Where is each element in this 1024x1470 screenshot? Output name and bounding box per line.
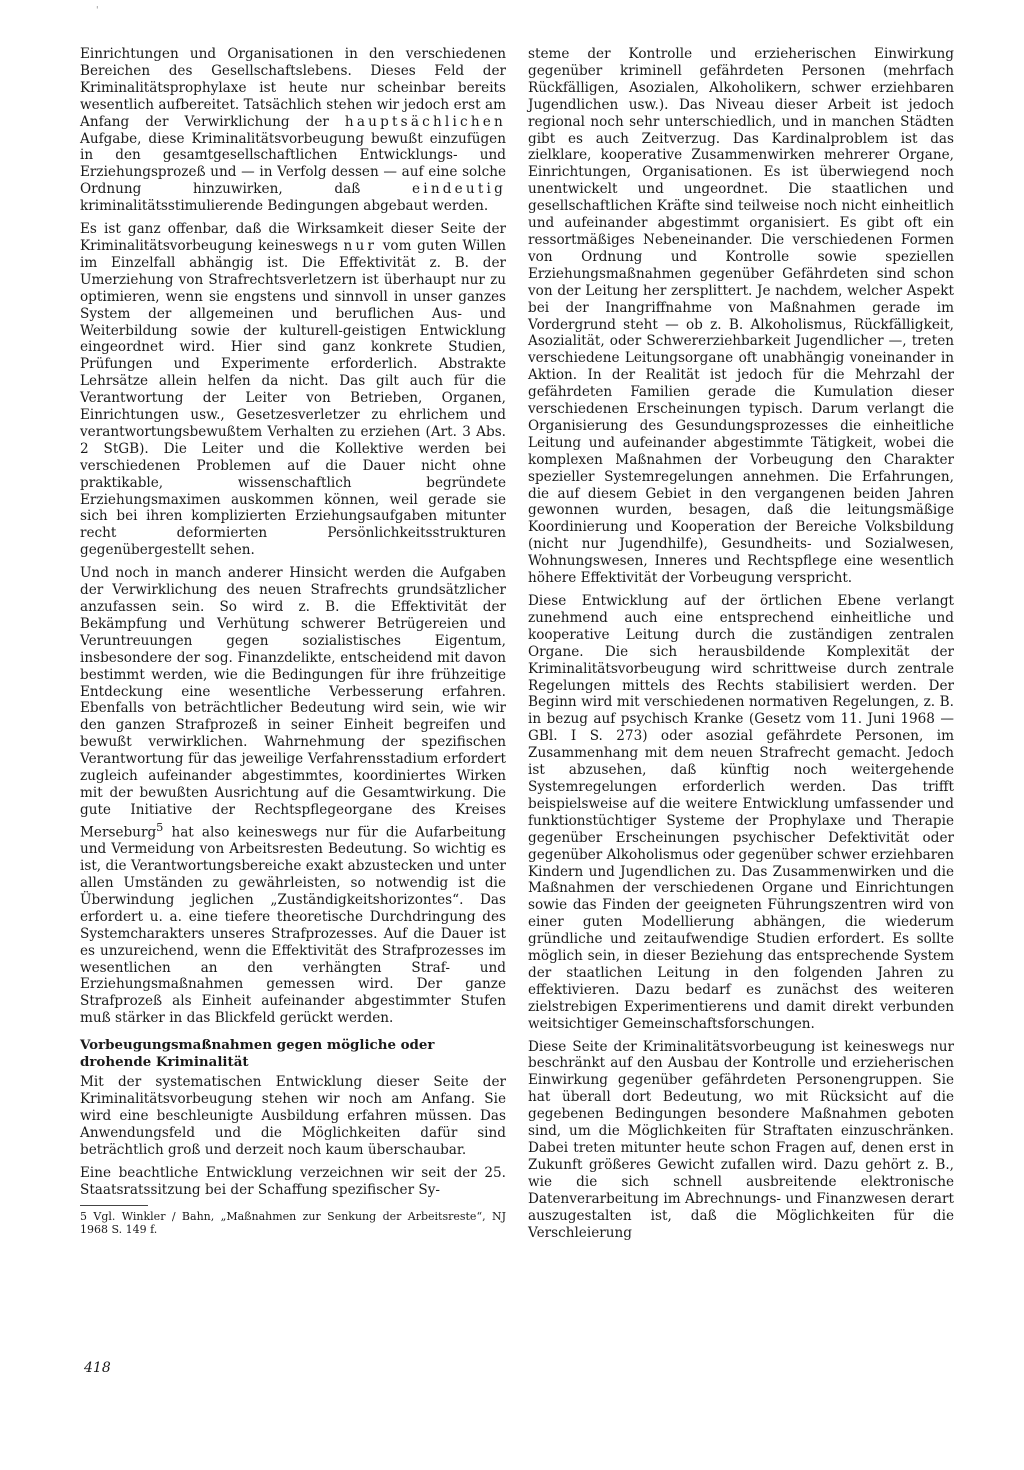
right-paragraph-3: Diese Seite der Kriminalitätsvorbeugung ist keineswegs nur beschränkt auf den Ausbau der Kontrolle und erzieherischen Einwirkung gegenüber gefährdeten Personengruppen. Sie hat überall dort Bedeutung, wo mit Rücksicht auf die gegebenen Bedingungen besondere Maßnahmen geboten sind, um die Möglichkeiten für Straftaten einzuschränken. Dabei treten mitunter heute schon Fragen auf, denen erst in Zukunft größeres Gewicht zufallen wird. Dazu gehört z. B., wie die sich schnell ausbreitende elektronische Datenverarbeitung im Abrechnungs- und Finanzwesen derart auszugestalten ist, daß die Möglichkeiten für die Verschleierung xyxy=(528,1038,954,1241)
page-number: 418 xyxy=(84,1360,111,1376)
right-paragraph-1: steme der Kontrolle und erzieherischen Einwirkung gegenüber kriminell gefährdeten Personen (mehrfach Rückfälligen, Asozialen, Alkoholikern, schwer erziehbaren Jugendlichen usw.). Das Niveau dieser Arbeit ist jedoch regional noch sehr unterschiedlich, und in manchen Städten gibt es auch Zeitverzug. Das Kardinalproblem ist das zielklare, kooperative Zusammenwirken mehrerer Organe, Einrichtungen, Organisationen. Es ist überwiegend noch unentwickelt und ungeordnet. Die staatlichen und gesellschaftlichen Kräfte sind teilweise noch nicht einheitlich und aufeinander abgestimmt organisiert. Es gibt oft ein ressortmäßiges Nebeneinander. Die verschiedenen Formen von Ordnung und Kontrolle sowie speziellen Erziehungsmaßnahmen gegenüber Gefährdeten sind schon von der Leitung her zersplittert. Je nachdem, welcher Aspekt bei der Inangriffnahme von Maßnahmen gerade im Vordergrund steht — ob z. B. Alkoholismus, Rückfälligkeit, Asozialität, oder Schwererziehbarkeit Jugendlicher —, treten verschiedene Leitungsorgane oft unabhängig voneinander in Aktion. In der Realität ist jedoch für die Mehrzahl der gefährdeten Familien gerade die Kumulation dieser verschiedenen Erscheinungen typisch. Darum verlangt die Organisierung des Gesundungsprozesses die einheitliche Leitung und aufeinander abgestimmte Tätigkeit, wobei die komplexen Maßnahmen der Vorbeugung den Charakter spezieller Systemregelungen annehmen. Die Erfahrungen, die auf diesem Gebiet in den vergangenen beiden Jahren gewonnen wurden, besagen, daß die leitungsmäßige Koordinierung und Kooperation der Bereiche Volksbildung (nicht nur Jugendhilfe), Gesundheits- und Sozialwesen, Wohnungswesen, Inneres und Rechtspflege eine wesentlich höhere Effektivität der Vorbeugung verspricht. xyxy=(528,46,954,587)
left-paragraph-3: Und noch in manch anderer Hinsicht werden die Aufgaben der Verwirklichung des neuen Strafrechts grundsätzlicher anzufassen sein. So wird z. B. die Effektivität der Bekämpfung und Verhütung schwerer Betrügereien und Veruntreuungen gegen sozialistisches Eigentum, insbesondere der sog. Finanzdelikte, entscheidend mit davon bestimmt werden, wie die Bedingungen für ihre frühzeitige Entdeckung eine wesentliche Verbesserung erfahren. Ebenfalls von beträchtlicher Bedeutung wird sein, wie wir den ganzen Strafprozeß in seiner Einheit begreifen und bewußt verwirklichen. Wahrnehmung der spezifischen Verantwortung für das jeweilige Verfahrensstadium erfordert zugleich aufeinander abgestimmtes, koordiniertes Wirken mit der bewußten Ausrichtung auf die Gesamtwirkung. Die gute Initiative der Rechtspflegeorgane des Kreises Merseburg$^5$ hat also keineswegs nur für die Aufarbeitung und Vermeidung von Arbeitsresten Bedeutung. So wichtig es ist, die Verantwortungsbereiche exakt abzustecken und unter allen Umständen zu gewährleisten, so notwendig ist die Überwindung jeglichen „Zuständigkeitshorizontes“. Das erfordert u. a. eine tiefere theoretische Durchdringung des Systemcharakters unseres Strafprozesses. Auf die Dauer ist es unzureichend, wenn die Effektivität des Strafprozesses im wesentlichen an den verhängten Straf- und Erziehungsmaßnahmen gemessen wird. Der ganze Strafprozeß als Einheit aufeinander abgestimmter Stufen muß stärker in das Blickfeld gerückt werden. xyxy=(80,565,506,1027)
left-column xyxy=(80,46,506,1243)
right-paragraph-2: Diese Entwicklung auf der örtlichen Ebene verlangt zunehmend auch eine entsprechend einheitliche und kooperative Leitung durch die zuständigen zentralen Organe. Die sich herausbildende Komplexität der Kriminalitätsvorbeugung wird schrittweise durch zentrale Regelungen mittels des Rechts stabilisiert werden. Der Beginn wird mit verschiedenen normativen Regelungen, z. B. in bezug auf psychisch Kranke (Gesetz vom 11. Juni 1968 — GBl. I S. 273) oder asozial gefährdete Personen, im Zusammenhang mit dem neuen Strafrecht gemacht. Jedoch ist abzusehen, daß künftig noch weitergehende Systemregelungen erforderlich werden. Das trifft beispielsweise auf die weitere Entwicklung umfassender und funktionstüchtiger Systeme der Prophylaxe und Therapie gegenüber Erscheinungen psychischer Defektivität oder gegenüber Alkoholismus oder gegenüber schwer erziehbaren Kindern und Jugendlichen zu. Das Zusammenwirken und die Maßnahmen der verschiedenen Organe und Einrichtungen sowie das Finden der geeigneten Führungszentren wird von einer guten Modellierung abhängen, die wiederum gründliche und zeitaufwendige Studien erfordert. Es sollte möglich sein, in dieser Beziehung das entsprechende System der staatlichen Leitung in den folgenden Jahren zu effektivieren. Dazu bedarf es zunächst des weiteren zielstrebigen Experimentierens und damit direkt verbunden weitsichtiger Gemeinschaftsforschungen. xyxy=(528,593,954,1032)
left-paragraph-1: Einrichtungen und Organisationen in den verschiedenen Bereichen des Gesellschaftslebens. Dieses Feld der Kriminalitätsprophylaxe ist heute nur scheinbar bereits wesentlich aufbereitet. Tatsächlich stehen wir jedoch erst am Anfang der Verwirklichung der hauptsächlichen Aufgabe, diese Kriminalitätsvorbeugung bewußt einzufügen in den gesamtgesellschaftlichen Entwicklungs- und Erziehungsprozeß und — in Verfolg dessen — auf eine solche Ordnung hinzuwirken, daß eindeutig kriminalitätsstimulierende Bedingungen abgebaut werden. xyxy=(80,46,506,215)
left-paragraph-5: Eine beachtliche Entwicklung verzeichnen wir seit der 25. Staatsratssitzung bei der Schaffung spezifischer Sy- xyxy=(80,1164,506,1198)
right-column xyxy=(528,46,954,1247)
footnote-divider xyxy=(80,1205,148,1206)
left-paragraph-2: Es ist ganz offenbar, daß die Wirksamkeit dieser Seite der Kriminalitätsvorbeugung keineswegs nur vom guten Willen im Einzelfall abhängig ist. Die Effektivität z. B. der Umerziehung von Strafrechtsverletzern ist überhaupt nur zu optimieren, wenn sie engstens und sinnvoll in unser ganzes System der allgemeinen und beruflichen Aus- und Weiterbildung sowie der kulturell-geistigen Entwicklung eingeordnet wird. Hier sind ganz konkrete Studien, Prüfungen und Experimente erforderlich. Abstrakte Lehrsätze allein helfen da nicht. Das gilt auch für die Verantwortung der Leiter von Betrieben, Organen, Einrichtungen usw., Gesetzesverletzer zu ehrlichem und verantwortungsbewußtem Verhalten zu erziehen (Art. 3 Abs. 2 StGB). Die Leiter und die Kollektive werden bei verschiedenen Problemen auf die Dauer nicht ohne praktikable, wissenschaftlich begründete Erziehungsmaximen auskommen können, weil gerade sie sich bei ihren komplizierten Erziehungsaufgaben mitunter recht deformierten Persönlichkeitsstrukturen gegenübergestellt sehen. xyxy=(80,221,507,559)
section-heading: Vorbeugungsmaßnahmen gegen mögliche oder drohende Kriminalität xyxy=(80,1037,435,1070)
spaced-emphasis: nur xyxy=(343,237,378,254)
spaced-emphasis: eindeutig xyxy=(412,181,506,198)
corner-mark: ' xyxy=(96,6,99,16)
footnote: 5 Vgl. Winkler / Bahn, „Maßnahmen zur Senkung der Arbeitsreste“, NJ 1968 S. 149 f. xyxy=(80,1209,506,1237)
left-paragraph-4: Mit der systematischen Entwicklung dieser Seite der Kriminalitätsvorbeugung stehen wir noch am Anfang. Sie wird eine beschleunigte Ausbildung erfahren müssen. Das Anwendungsfeld und die Möglichkeiten dafür sind beträchtlich groß und derzeit noch kaum überschaubar. xyxy=(80,1074,506,1158)
spaced-emphasis: hauptsächlichen xyxy=(344,113,506,130)
footnote-ref: 5 xyxy=(156,819,164,834)
